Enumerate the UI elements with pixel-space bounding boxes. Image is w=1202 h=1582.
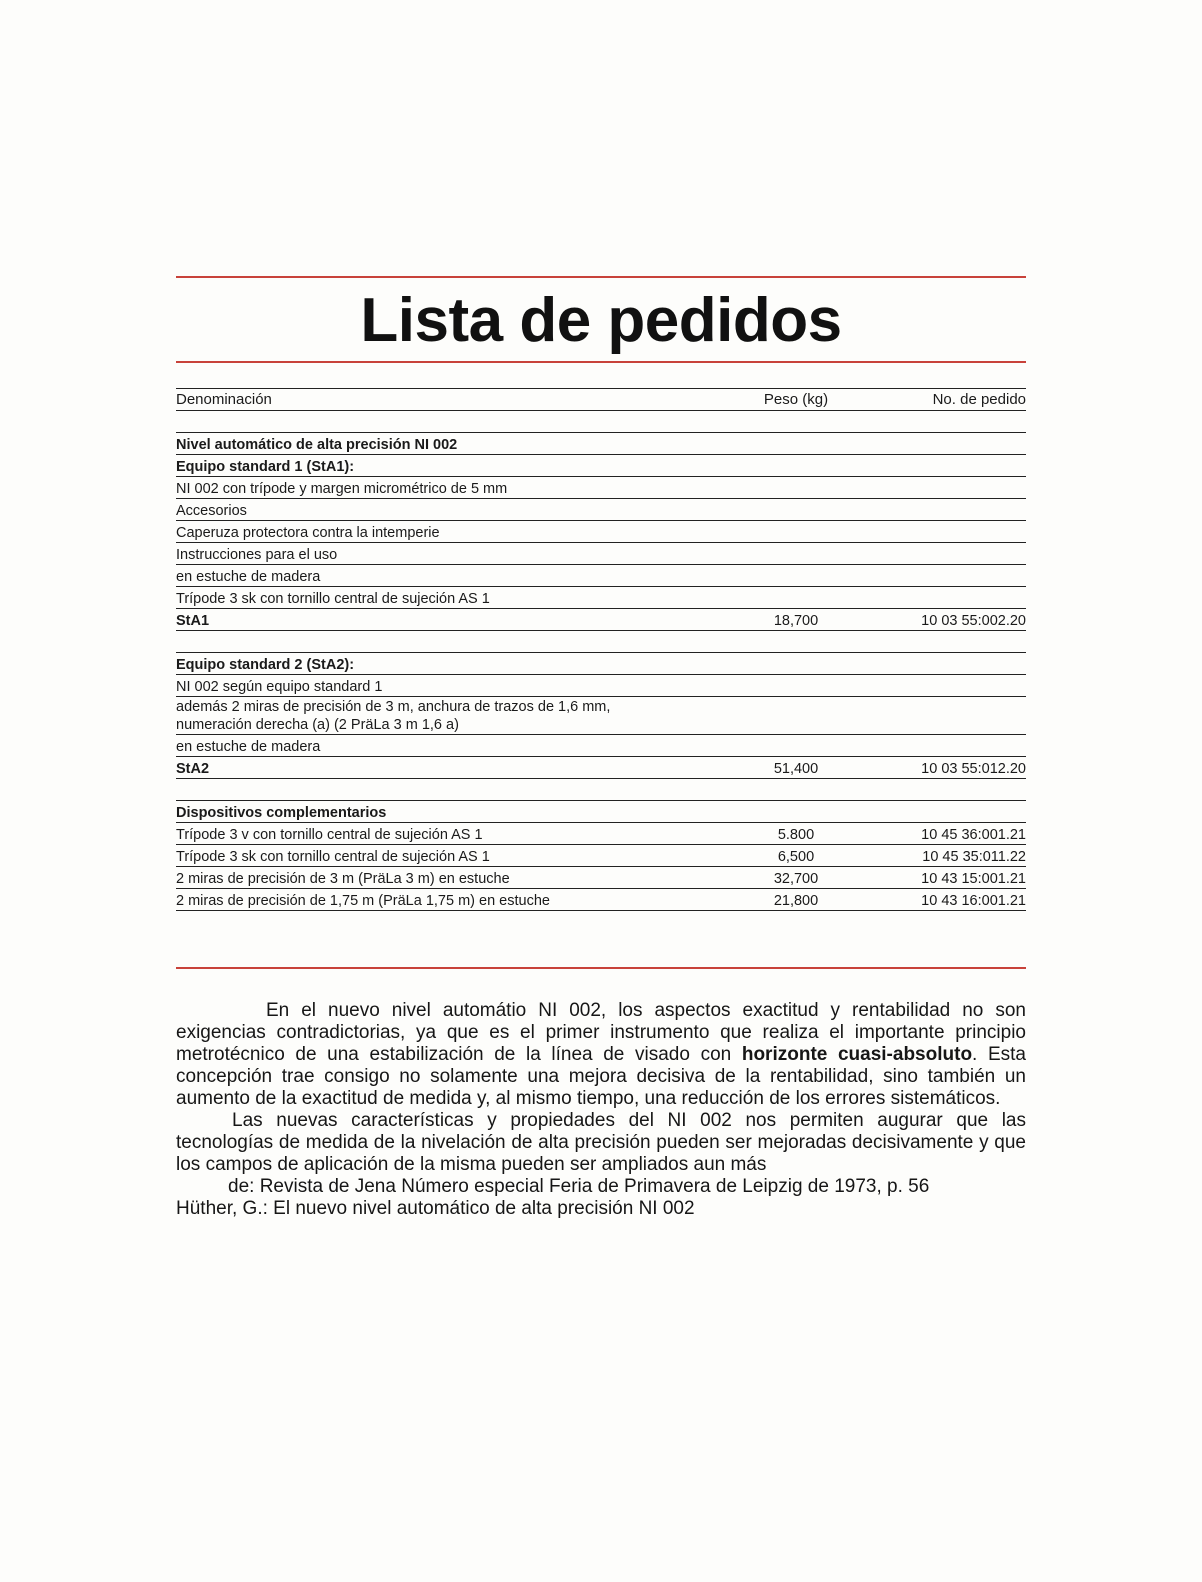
spacer-cell [176,631,716,653]
item-weight [716,675,876,697]
table-row [176,521,1026,543]
spacer-cell [716,411,876,433]
item-name [176,477,716,499]
header-name: Denominación [176,389,716,411]
empty-cell [716,433,876,455]
spacer-cell [876,411,1026,433]
spacer-row [176,631,1026,653]
section-heading-row [176,433,1026,455]
item-name [176,565,716,587]
empty-cell [716,801,876,823]
item-weight: 51,400 [716,757,876,779]
item-order-no [876,543,1026,565]
item-name [176,845,716,867]
paragraph-1 [176,1000,1026,1110]
item-name [176,609,716,631]
item-name [176,543,716,565]
item-name [176,823,716,845]
item-name [176,757,716,779]
order-table [176,388,1026,911]
item-name-text: Accesorios [176,502,247,519]
item-order-no: 10 43 16:001.21 [876,889,1026,911]
table-row [176,543,1026,565]
item-name-text-line-2: numeración derecha (a) (2 PräLa 3 m 1,6 a) [176,717,459,734]
item-name-text: 2 miras de precisión de 1,75 m (PräLa 1,75 m) en estuche [176,893,550,910]
section-heading: Equipo standard 2 (StA2): [176,653,716,675]
item-name [176,735,716,757]
item-order-no [876,587,1026,609]
table-row [176,477,1026,499]
item-name [176,889,716,911]
table-row [176,889,1026,911]
item-name-text: Instrucciones para el uso [176,546,338,563]
table-row [176,455,1026,477]
item-order-no [876,735,1026,757]
item-weight [716,543,876,565]
table-row [176,757,1026,779]
item-weight: 6,500 [716,845,876,867]
spacer-cell [176,411,716,433]
item-order-no [876,675,1026,697]
item-order-no: 10 45 35:011.22 [876,845,1026,867]
item-name [176,867,716,889]
item-name [176,697,716,735]
spacer-cell [716,631,876,653]
spacer-cell [176,779,716,801]
item-weight: 21,800 [716,889,876,911]
item-order-no: 10 45 36:001.21 [876,823,1026,845]
section-heading-row [176,653,1026,675]
section-heading: Nivel automático de alta precisión NI 002 [176,433,716,455]
source-line-1: de: Revista de Jena Número especial Feria de Primavera de Leipzig de 1973, p. 56 [228,1176,930,1197]
header-order-no: No. de pedido [876,389,1026,411]
item-name-text: NI 002 según equipo standard 1 [176,678,383,695]
item-weight [716,565,876,587]
table-row [176,823,1026,845]
item-weight: 18,700 [716,609,876,631]
item-order-no: 10 43 15:001.21 [876,867,1026,889]
item-weight [716,587,876,609]
spacer-row [176,779,1026,801]
description-text [176,1000,1026,1220]
table-row [176,867,1026,889]
table-row [176,499,1026,521]
table-row [176,697,1026,735]
item-order-no: 10 03 55:012.20 [876,757,1026,779]
item-name-text: Trípode 3 sk con tornillo central de sujeción AS 1 [176,849,490,866]
item-name-text: Trípode 3 v con tornillo central de sujeción AS 1 [176,827,483,844]
section-heading-row [176,801,1026,823]
section-heading: Dispositivos complementarios [176,801,716,823]
spacer-row [176,411,1026,433]
text-red-rule [176,967,1026,969]
item-order-no [876,477,1026,499]
item-weight [716,455,876,477]
spacer-cell [716,779,876,801]
item-name-text: Equipo standard 1 (StA1): [176,458,355,475]
item-name [176,521,716,543]
top-red-rule [176,276,1026,278]
table-row [176,675,1026,697]
item-weight [716,521,876,543]
item-weight [716,735,876,757]
item-order-no [876,521,1026,543]
item-name-text: en estuche de madera [176,568,321,585]
item-order-no [876,499,1026,521]
empty-cell [876,801,1026,823]
item-weight [716,697,876,735]
table-row [176,735,1026,757]
spacer-cell [876,779,1026,801]
table-row [176,609,1026,631]
paragraph-1-part-b: . Esta concepción trae consigo no solamente una mejora decisiva de la rentabilidad, sino también un aumento de la exactitud de medida y, al mismo tiempo, una reducción de los errores sistemáticos. [176,1044,1026,1109]
item-name [176,499,716,521]
item-name [176,455,716,477]
item-name-text: NI 002 con trípode y margen micrométrico de 5 mm [176,480,508,497]
table-body [176,411,1026,911]
source-line-2: Hüther, G.: El nuevo nivel automático de alta precisión NI 002 [176,1198,695,1219]
item-name-text: 2 miras de precisión de 3 m (PräLa 3 m) en estuche [176,871,510,888]
empty-cell [876,433,1026,455]
empty-cell [876,653,1026,675]
item-name-text: Trípode 3 sk con tornillo central de sujeción AS 1 [176,590,490,607]
paragraph-1-part-a: En el nuevo nivel automátio NI 002, los aspectos exactitud y rentabilidad no son exigencias contradictorias, ya que es el primer instrumento que realiza el importante principio metrotécnico de una estabilización de la línea de visado con [176,1000,1026,1065]
item-name-text: en estuche de madera [176,739,321,756]
item-weight [716,499,876,521]
item-name-text: StA2 [176,761,210,778]
title-red-rule [176,361,1026,363]
item-weight: 5.800 [716,823,876,845]
table-row [176,845,1026,867]
item-order-no [876,697,1026,735]
header-weight: Peso (kg) [716,389,876,411]
item-name [176,587,716,609]
item-order-no [876,455,1026,477]
item-name-text: además 2 miras de precisión de 3 m, anchura de trazos de 1,6 mm, [176,699,611,715]
page-title: Lista de pedidos [360,286,842,355]
spacer-cell [876,631,1026,653]
item-weight [716,477,876,499]
item-order-no [876,565,1026,587]
item-name-text: Caperuza protectora contra la intemperie [176,524,440,541]
item-order-no: 10 03 55:002.20 [876,609,1026,631]
paragraph-1-bold: horizonte cuasi-absoluto [741,1044,973,1065]
table-row [176,587,1026,609]
item-weight: 32,700 [716,867,876,889]
empty-cell [716,653,876,675]
table-row [176,565,1026,587]
item-name [176,675,716,697]
item-name-text: StA1 [176,612,210,629]
table-header-row [176,389,1026,411]
paragraph-2: Las nuevas características y propiedades del NI 002 nos permiten augurar que las tecnologías de medida de la nivelación de alta precisión pueden ser mejoradas decisivamente y que los campos de aplicación de la misma pueden ser ampliados aun más [176,1110,1026,1175]
